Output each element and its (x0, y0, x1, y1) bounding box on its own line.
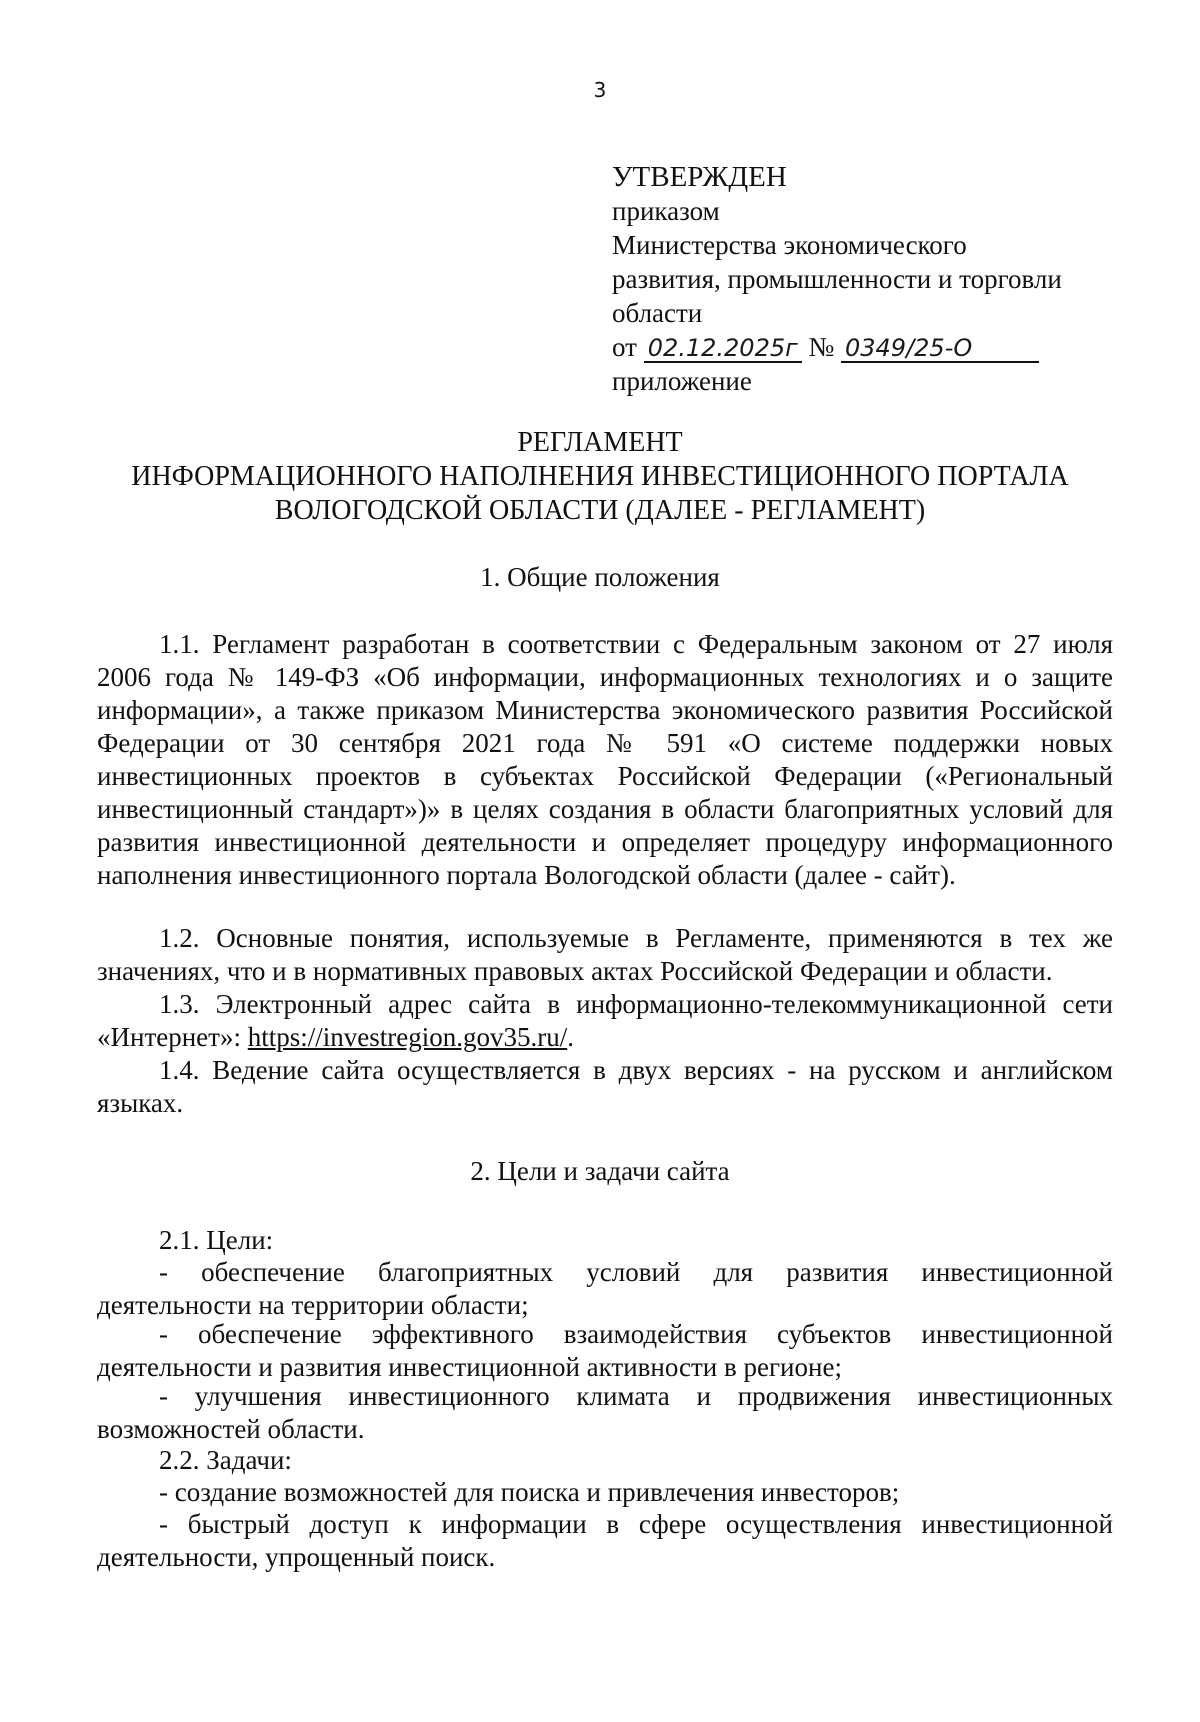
document-title (0, 426, 1200, 528)
date-prefix: от (612, 332, 637, 362)
title-line-3: ВОЛОГОДСКОЙ ОБЛАСТИ (ДАЛЕЕ - РЕГЛАМЕНТ) (274, 495, 926, 526)
paragraph-1-3-end: . (567, 1022, 574, 1052)
goal-item-2: - обеспечение эффективного взаимодействия субъектов инвестиционной деятельности и развития инвестиционной активности в регионе; (97, 1319, 1113, 1382)
handwritten-date: 02.12.2025г (644, 335, 802, 363)
paragraph-1-3 (97, 988, 1113, 1054)
tasks-label: 2.2. Задачи: (159, 1445, 292, 1475)
approval-stamp-title: УТВЕРЖДЕН (612, 161, 787, 193)
section-2-heading: 2. Цели и задачи сайта (470, 1156, 730, 1186)
goal-item-3: - улучшения инвестиционного климата и продвижения инвестиционных возможностей области. (97, 1381, 1113, 1444)
section-1-heading: 1. Общие положения (480, 562, 720, 592)
site-url-link[interactable]: https://investregion.gov35.ru/ (247, 1022, 568, 1052)
title-line-2: ИНФОРМАЦИОННОГО НАПОЛНЕНИЯ ИНВЕСТИЦИОННОГО ПОРТАЛА (131, 461, 1069, 492)
page-number: 3 (593, 78, 607, 102)
approval-line-ministry: Министерства экономического (612, 230, 967, 260)
number-prefix: № (808, 332, 835, 362)
goals-label: 2.1. Цели: (159, 1225, 274, 1255)
approval-line-order: приказом (612, 196, 720, 226)
approval-line-ministry-cont: развития, промышленности и торговли (612, 264, 1062, 294)
task-item-2: - быстрый доступ к информации в сфере осуществления инвестиционной деятельности, упрощенный поиск. (97, 1509, 1113, 1572)
task-item-1: - создание возможностей для поиска и привлечения инвесторов; (159, 1477, 900, 1507)
paragraph-1-4: 1.4. Ведение сайта осуществляется в двух версиях - на русском и английском языках. (97, 1055, 1113, 1118)
approval-appendix: приложение (612, 366, 752, 396)
approval-line-region: области (612, 298, 703, 328)
approval-date-number-line (612, 330, 1132, 364)
approval-block (612, 160, 1132, 398)
paragraph-1-2: 1.2. Основные понятия, используемые в Регламенте, применяются в тех же значениях, что и в нормативных правовых актах Российской Федерации и области. (97, 923, 1113, 986)
handwritten-number: 0349/25-О (841, 335, 1039, 363)
goal-item-1: - обеспечение благоприятных условий для развития инвестиционной деятельности на территории области; (97, 1257, 1113, 1320)
paragraph-1-3-text: 1.3. Электронный адрес сайта в информационно-телекоммуникационной сети «Интернет»: (97, 989, 1113, 1052)
paragraph-1-1: 1.1. Регламент разработан в соответствии с Федеральным законом от 27 июля 2006 года № 149-ФЗ «Об информации, информационных технологиях и о защите информации», а также приказом Министерства экономического развития Российской Федерации от 30 сентября 2021 года № 591 «О системе поддержки новых инвестиционных проектов в субъектах Российской Федерации («Региональный инвестиционный стандарт»)» в целях создания в области благоприятных условий для развития инвестиционной деятельности и определяет процедуру информационного наполнения инвестиционного портала Вологодской области (далее - сайт). (97, 629, 1113, 890)
title-line-1: РЕГЛАМЕНТ (517, 427, 683, 458)
